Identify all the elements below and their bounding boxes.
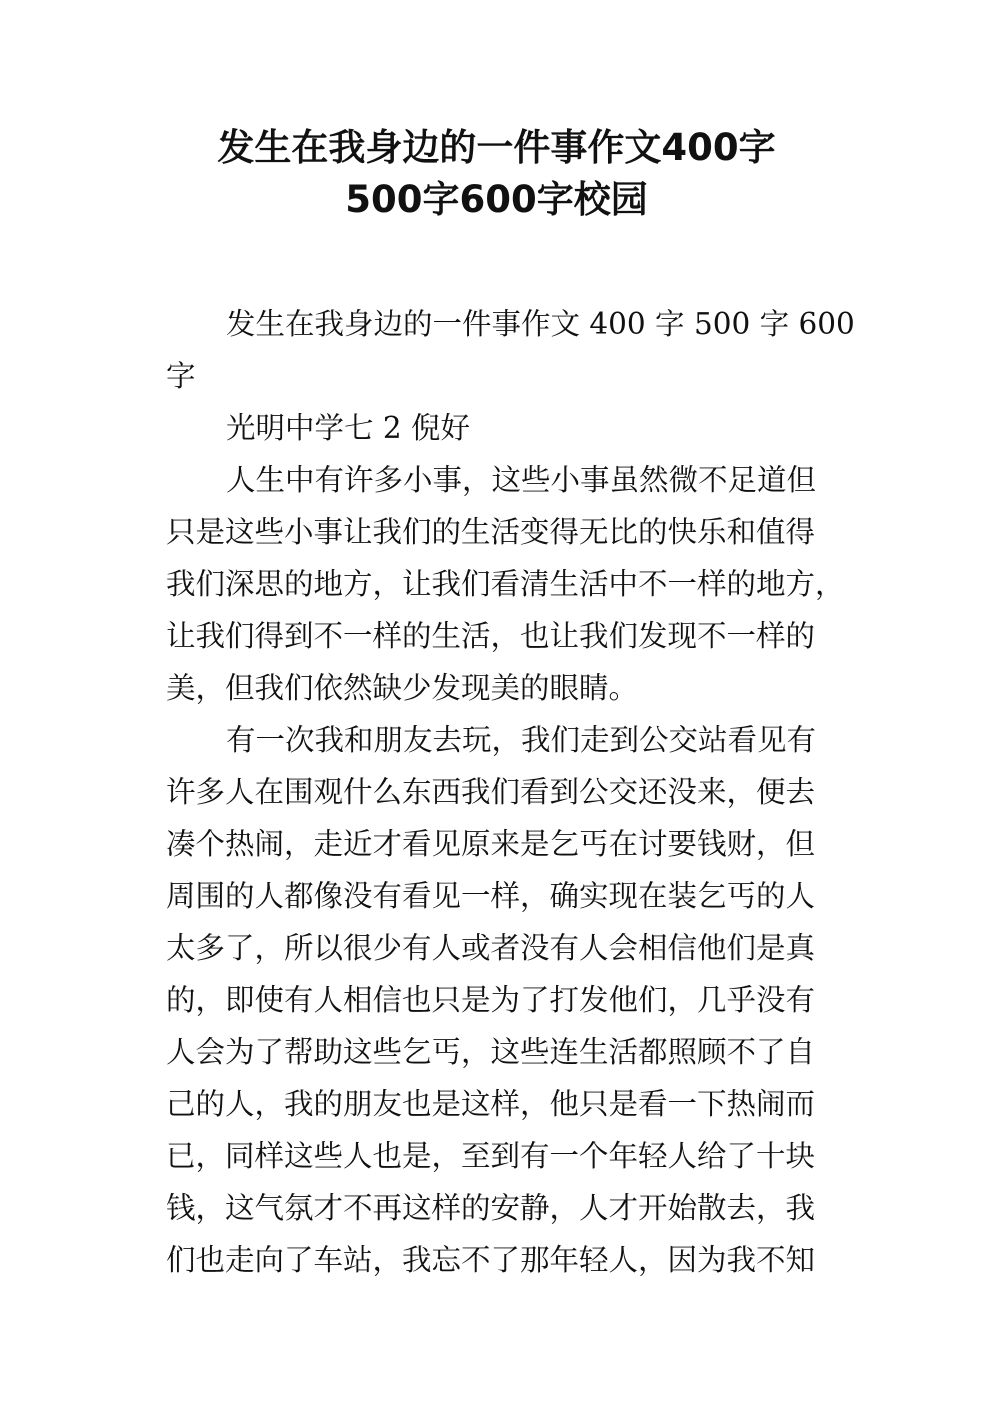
body-line: 美，但我们依然缺少发现美的眼睛。 (166, 671, 639, 705)
body-line: 光明中学七 2 倪好 (226, 411, 471, 445)
body-line: 太多了，所以很少有人或者没有人会相信他们是真 (166, 931, 816, 965)
document-title-line-2: 500字600字校园 (345, 178, 648, 221)
body-line: 有一次我和朋友去玩，我们走到公交站看见有 (226, 723, 817, 757)
body-line: 钱，这气氛才不再这样的安静，人才开始散去，我 (166, 1191, 816, 1225)
body-line: 已，同样这些人也是，至到有一个年轻人给了十块 (166, 1139, 816, 1173)
body-line: 字 (166, 359, 196, 393)
body-line: 们也走向了车站，我忘不了那年轻人，因为我不知 (166, 1243, 816, 1277)
body-line: 凑个热闹，走近才看见原来是乞丐在讨要钱财，但 (166, 827, 816, 861)
document-body (166, 298, 855, 1286)
body-line: 人会为了帮助这些乞丐，这些连生活都照顾不了自 (166, 1035, 816, 1069)
body-line: 的，即使有人相信也只是为了打发他们，几乎没有 (166, 983, 816, 1017)
body-line: 我们深思的地方，让我们看清生活中不一样的地方， (166, 567, 845, 601)
body-line: 人生中有许多小事，这些小事虽然微不足道但 (226, 463, 817, 497)
body-line: 许多人在围观什么东西我们看到公交还没来，便去 (166, 775, 816, 809)
document-title-line-1: 发生在我身边的一件事作文400字 (217, 126, 776, 169)
body-line: 己的人，我的朋友也是这样，他只是看一下热闹而 (166, 1087, 816, 1121)
body-line: 让我们得到不一样的生活，也让我们发现不一样的 (166, 619, 816, 653)
body-line: 周围的人都像没有看见一样，确实现在装乞丐的人 (166, 879, 816, 913)
body-line: 发生在我身边的一件事作文 400 字 500 字 600 (226, 307, 855, 341)
body-line: 只是这些小事让我们的生活变得无比的快乐和值得 (166, 515, 816, 549)
